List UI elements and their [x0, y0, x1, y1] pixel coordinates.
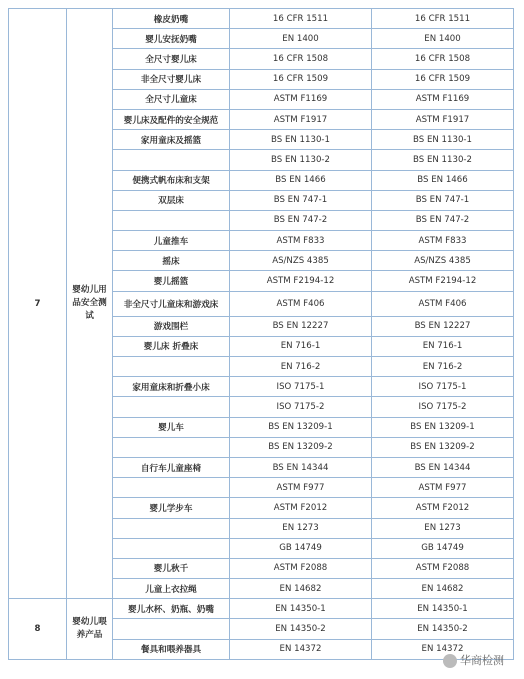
watermark [443, 652, 504, 668]
product-name: 婴儿秋千 [113, 558, 230, 578]
standard-cell: BS EN 1130-1 [372, 130, 514, 150]
standard-cell: ISO 7175-1 [230, 377, 372, 397]
standard-cell: EN 14372 [372, 639, 514, 659]
standard-cell: BS EN 12227 [230, 316, 372, 336]
standard-cell: GB 14749 [372, 538, 514, 558]
standard-cell: BS EN 747-2 [372, 210, 514, 230]
product-name: 婴儿学步车 [113, 498, 230, 518]
product-name: 婴儿床 折叠床 [113, 336, 230, 356]
standard-cell: BS EN 13209-2 [372, 437, 514, 457]
standard-cell: 16 CFR 1511 [230, 9, 372, 29]
product-name: 餐具和喂养器具 [113, 639, 230, 659]
standard-cell: GB 14749 [230, 538, 372, 558]
standards-table [8, 8, 514, 660]
standard-cell: ASTM F2012 [230, 498, 372, 518]
product-name: 婴儿摇篮 [113, 271, 230, 291]
product-name: 婴儿车 [113, 417, 230, 437]
standard-cell: ASTM F833 [372, 231, 514, 251]
product-name: 家用童床及摇篮 [113, 130, 230, 150]
standard-cell: BS EN 13209-1 [230, 417, 372, 437]
product-name: 婴儿安抚奶嘴 [113, 29, 230, 49]
standard-cell: BS EN 1130-2 [372, 150, 514, 170]
standard-cell: BS EN 14344 [230, 457, 372, 477]
standard-cell: 16 CFR 1508 [230, 49, 372, 69]
standard-cell: BS EN 14344 [372, 457, 514, 477]
standard-cell: ASTM F1917 [372, 109, 514, 129]
product-name [113, 437, 230, 457]
standard-cell: BS EN 13209-1 [372, 417, 514, 437]
standard-cell: EN 14350-2 [372, 619, 514, 639]
standard-cell: ISO 7175-1 [372, 377, 514, 397]
product-name [113, 538, 230, 558]
product-name: 全尺寸儿童床 [113, 89, 230, 109]
standard-cell: EN 14682 [230, 579, 372, 599]
standard-cell: ASTM F406 [372, 291, 514, 316]
standards-table-frame [8, 0, 516, 679]
standard-cell: AS/NZS 4385 [372, 251, 514, 271]
product-name: 儿童上衣拉绳 [113, 579, 230, 599]
standard-cell: BS EN 13209-2 [230, 437, 372, 457]
product-name: 全尺寸婴儿床 [113, 49, 230, 69]
product-name: 非全尺寸儿童床和游戏床 [113, 291, 230, 316]
product-name: 婴儿床及配件的安全规范 [113, 109, 230, 129]
standard-cell: AS/NZS 4385 [230, 251, 372, 271]
standard-cell: BS EN 12227 [372, 316, 514, 336]
product-name [113, 619, 230, 639]
product-name: 家用童床和折叠小床 [113, 377, 230, 397]
standard-cell: ASTM F2088 [372, 558, 514, 578]
standard-cell: BS EN 747-1 [372, 190, 514, 210]
product-name [113, 357, 230, 377]
standard-cell: 16 CFR 1508 [372, 49, 514, 69]
product-name [113, 478, 230, 498]
standard-cell: ASTM F977 [372, 478, 514, 498]
wechat-icon [443, 654, 457, 668]
standard-cell: EN 716-1 [372, 336, 514, 356]
product-name: 双层床 [113, 190, 230, 210]
standard-cell: EN 716-1 [230, 336, 372, 356]
standard-cell: ASTM F2012 [372, 498, 514, 518]
standard-cell: ASTM F833 [230, 231, 372, 251]
standard-cell: ASTM F1169 [372, 89, 514, 109]
product-name [113, 210, 230, 230]
section-category: 婴幼儿喂养产品 [67, 599, 113, 660]
standard-cell: ASTM F2194-12 [372, 271, 514, 291]
standard-cell: ASTM F1169 [230, 89, 372, 109]
section-category: 婴幼儿用品安全测试 [67, 9, 113, 599]
standard-cell: EN 14682 [372, 579, 514, 599]
product-name [113, 397, 230, 417]
product-name: 摇床 [113, 251, 230, 271]
standard-cell: BS EN 747-2 [230, 210, 372, 230]
product-name: 非全尺寸婴儿床 [113, 69, 230, 89]
product-name: 婴儿水杯、奶瓶、奶嘴 [113, 599, 230, 619]
standard-cell: 16 CFR 1509 [372, 69, 514, 89]
standard-cell: EN 716-2 [230, 357, 372, 377]
watermark-text: 华商检测 [460, 654, 504, 667]
standard-cell: ASTM F406 [230, 291, 372, 316]
standard-cell: ASTM F2088 [230, 558, 372, 578]
standard-cell: 16 CFR 1511 [372, 9, 514, 29]
product-name: 游戏围栏 [113, 316, 230, 336]
section-number: 7 [9, 9, 67, 599]
standard-cell: EN 1400 [230, 29, 372, 49]
standard-cell: ISO 7175-2 [230, 397, 372, 417]
product-name: 便携式帆布床和支架 [113, 170, 230, 190]
standard-cell: ASTM F1917 [230, 109, 372, 129]
table-row [9, 9, 514, 29]
standard-cell: EN 14350-1 [372, 599, 514, 619]
product-name: 橡皮奶嘴 [113, 9, 230, 29]
standard-cell: ASTM F977 [230, 478, 372, 498]
standard-cell: EN 1273 [230, 518, 372, 538]
product-name [113, 150, 230, 170]
table-row [9, 599, 514, 619]
standard-cell: ISO 7175-2 [372, 397, 514, 417]
standard-cell: BS EN 1466 [372, 170, 514, 190]
section-number: 8 [9, 599, 67, 660]
standard-cell: 16 CFR 1509 [230, 69, 372, 89]
standard-cell: ASTM F2194-12 [230, 271, 372, 291]
standard-cell: EN 14350-1 [230, 599, 372, 619]
standard-cell: BS EN 1130-2 [230, 150, 372, 170]
standard-cell: BS EN 747-1 [230, 190, 372, 210]
standard-cell: BS EN 1466 [230, 170, 372, 190]
product-name: 儿童推车 [113, 231, 230, 251]
standard-cell: EN 1273 [372, 518, 514, 538]
standard-cell: EN 14350-2 [230, 619, 372, 639]
standard-cell: EN 1400 [372, 29, 514, 49]
standard-cell: EN 716-2 [372, 357, 514, 377]
standard-cell: BS EN 1130-1 [230, 130, 372, 150]
product-name [113, 518, 230, 538]
product-name: 自行车儿童座椅 [113, 457, 230, 477]
standard-cell: EN 14372 [230, 639, 372, 659]
